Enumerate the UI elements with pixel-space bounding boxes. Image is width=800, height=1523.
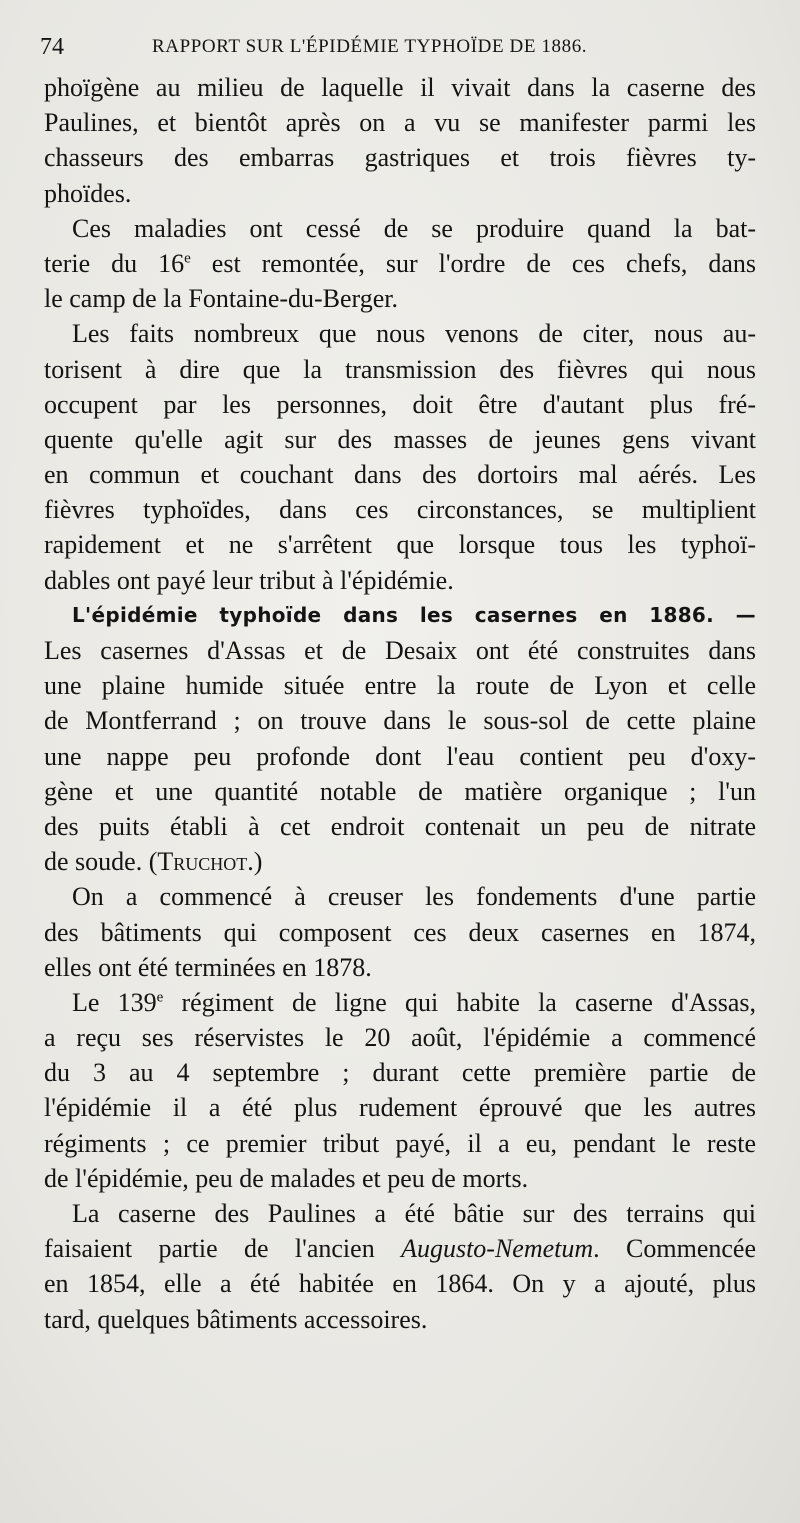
text-fragment: régiment de ligne qui habite la caserne d'Assas, [163, 987, 756, 1017]
page-header [40, 34, 752, 66]
page-number: 74 [40, 34, 64, 60]
text-fragment: est remontée, sur l'ordre de ces chefs, dans [190, 248, 756, 278]
text-line: l'épidémie il a été plus rudement éprouvé que les autres [44, 1093, 756, 1123]
text-line: en 1854, elle a été habitée en 1864. On y a ajouté, plus [44, 1269, 756, 1299]
ordinal-superscript: e [184, 250, 191, 267]
text-line: gène et une quantité notable de matière organique ; l'un [44, 776, 756, 806]
text-line: phoïgène au milieu de laquelle il vivait dans la caserne des [44, 73, 756, 102]
text-line [44, 246, 756, 281]
text-line: occupent par les personnes, doit être d'autant plus fré- [44, 389, 756, 419]
running-title: RAPPORT SUR L'ÉPIDÉMIE TYPHOÏDE DE 1886. [152, 36, 588, 57]
text-line: La caserne des Paulines a été bâtie sur des terrains qui [72, 1199, 756, 1228]
text-line: Les casernes d'Assas et de Desaix ont été construites dans [44, 636, 756, 665]
text-line [44, 844, 756, 879]
text-line: chasseurs des embarras gastriques et trois fièvres ty- [44, 143, 756, 173]
text-fragment: de soude. ( [44, 847, 158, 877]
ordinal-superscript: e [156, 989, 164, 1006]
text-line: On a commencé à creuser les fondements d'une partie [72, 882, 756, 912]
text-line: des bâtiments qui composent ces deux casernes en 1874, [44, 917, 756, 947]
text-line: en commun et couchant dans des dortoirs mal aérés. Les [44, 460, 756, 490]
text-line: elles ont été terminées en 1878. [44, 952, 372, 982]
text-line: Ces maladies ont cessé de se produire quand la bat- [72, 213, 756, 243]
text-line: de Montferrand ; on trouve dans le sous-sol de cette plaine [44, 706, 756, 736]
text-fragment: faisaient partie de l'ancien [44, 1234, 402, 1264]
text-line: Paulines, et bientôt après on a vu se manifester parmi les [44, 108, 756, 138]
section-heading-line [44, 598, 756, 633]
text-line: une plaine humide située entre la route de Lyon et celle [44, 671, 756, 701]
text-line: de l'épidémie, peu de malades et peu de morts. [44, 1163, 529, 1193]
text-line: fièvres typhoïdes, dans ces circonstances, se multiplient [44, 495, 756, 525]
text-line: a reçu ses réservistes le 20 août, l'épidémie a commencé [44, 1023, 756, 1053]
heading-dash: — [714, 602, 756, 627]
text-fragment: . Commencée [593, 1234, 756, 1264]
text-line: Les faits nombreux que nous venons de citer, nous au- [72, 319, 756, 349]
text-line: phoïdes. [44, 178, 132, 208]
author-name: Truchot [157, 847, 248, 877]
body-text [44, 70, 756, 1337]
text-line: dables ont payé leur tribut à l'épidémie. [44, 565, 454, 595]
place-name: Augusto-Nemetum [401, 1234, 594, 1264]
text-fragment: .) [247, 847, 263, 877]
text-line: une nappe peu profonde dont l'eau contient peu d'oxy- [44, 741, 756, 771]
text-line: du 3 au 4 septembre ; durant cette première partie de [44, 1058, 756, 1088]
section-heading: L'épidémie typhoïde dans les casernes en 1886. [72, 602, 715, 627]
text-line: régiments ; ce premier tribut payé, il a eu, pendant le reste [44, 1128, 756, 1158]
text-line [44, 985, 756, 1020]
text-line: des puits établi à cet endroit contenait un peu de nitrate [44, 811, 756, 841]
text-line [44, 1231, 756, 1266]
text-line: quente qu'elle agit sur des masses de jeunes gens vivant [44, 424, 756, 454]
text-line: rapidement et ne s'arrêtent que lorsque tous les typhoï- [44, 530, 756, 560]
text-line: le camp de la Fontaine-du-Berger. [44, 284, 399, 314]
text-fragment: terie du 16 [44, 248, 185, 278]
text-line: tard, quelques bâtiments accessoires. [44, 1304, 428, 1334]
text-fragment: Le 139 [72, 987, 157, 1017]
text-line: torisent à dire que la transmission des fièvres qui nous [44, 354, 756, 384]
